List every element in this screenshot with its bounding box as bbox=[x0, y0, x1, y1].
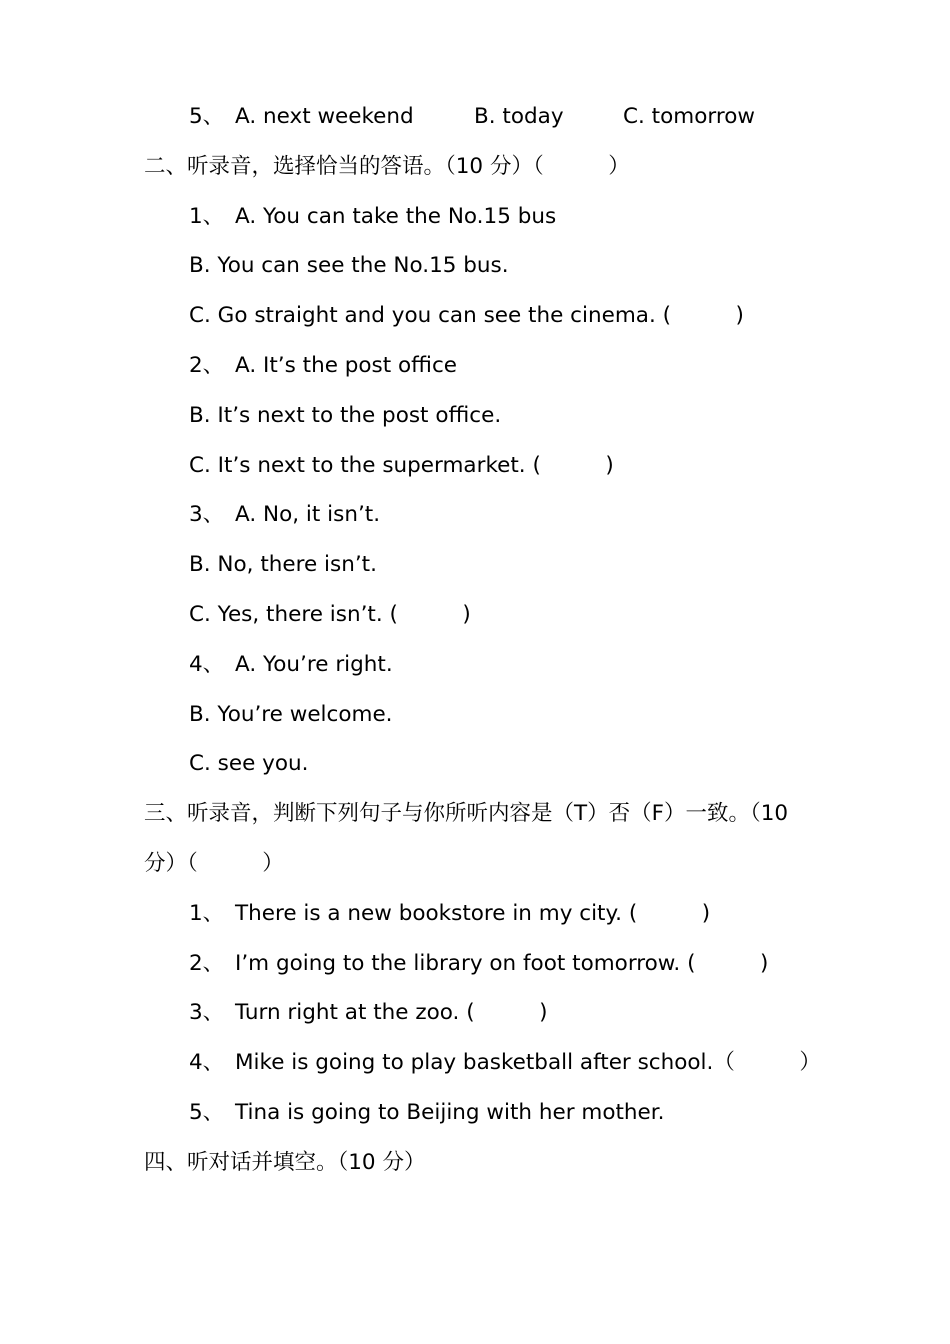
prev-item-number: 5、 bbox=[189, 104, 225, 129]
s2-item3-option-b: B. No, there isn’t. bbox=[189, 552, 377, 577]
section3-heading-line1: 三、听录音，判断下列句子与你所听内容是（T）否（F）一致。（10 bbox=[144, 801, 789, 826]
s2-item1-number: 1、 bbox=[189, 204, 225, 229]
s3-item4-text: Mike is going to play basketball after school.（ ） bbox=[235, 1050, 821, 1075]
s3-item1-number: 1、 bbox=[189, 901, 225, 926]
s2-item2-option-b: B. It’s next to the post office. bbox=[189, 403, 502, 428]
s2-item4-option-b: B. You’re welcome. bbox=[189, 702, 393, 727]
s2-item3-option-a: A. No, it isn’t. bbox=[235, 502, 381, 527]
prev-item-option-b: B. today bbox=[474, 104, 564, 129]
s2-item4-option-c: C. see you. bbox=[189, 751, 309, 776]
s3-item3-number: 3、 bbox=[189, 1000, 225, 1025]
s2-item1-option-c: C. Go straight and you can see the cinema. ( ) bbox=[189, 303, 744, 328]
s2-item3-number: 3、 bbox=[189, 502, 225, 527]
prev-item-option-a: A. next weekend bbox=[235, 104, 414, 129]
s2-item2-option-c: C. It’s next to the supermarket. ( ) bbox=[189, 453, 614, 478]
s3-item2-text: I’m going to the library on foot tomorrow. ( ) bbox=[235, 951, 769, 976]
s2-item4-number: 4、 bbox=[189, 652, 225, 677]
s2-item3-option-c: C. Yes, there isn’t. ( ) bbox=[189, 602, 471, 627]
s3-item5-number: 5、 bbox=[189, 1100, 225, 1125]
s3-item1-text: There is a new bookstore in my city. ( ) bbox=[235, 901, 711, 926]
s3-item5-text: Tina is going to Beijing with her mother. bbox=[235, 1100, 665, 1125]
section2-heading: 二、听录音，选择恰当的答语。（10 分）（ ） bbox=[144, 154, 630, 179]
s3-item3-text: Turn right at the zoo. ( ) bbox=[235, 1000, 548, 1025]
section3-heading-line2: 分）（ ） bbox=[144, 851, 284, 876]
s2-item2-number: 2、 bbox=[189, 353, 225, 378]
s2-item1-option-b: B. You can see the No.15 bus. bbox=[189, 253, 509, 278]
section4-heading: 四、听对话并填空。（10 分） bbox=[144, 1150, 426, 1175]
s2-item1-option-a: A. You can take the No.15 bus bbox=[235, 204, 557, 229]
s2-item4-option-a: A. You’re right. bbox=[235, 652, 393, 677]
s2-item2-option-a: A. It’s the post office bbox=[235, 353, 458, 378]
s3-item4-number: 4、 bbox=[189, 1050, 225, 1075]
s3-item2-number: 2、 bbox=[189, 951, 225, 976]
prev-item-option-c: C. tomorrow bbox=[623, 104, 755, 129]
